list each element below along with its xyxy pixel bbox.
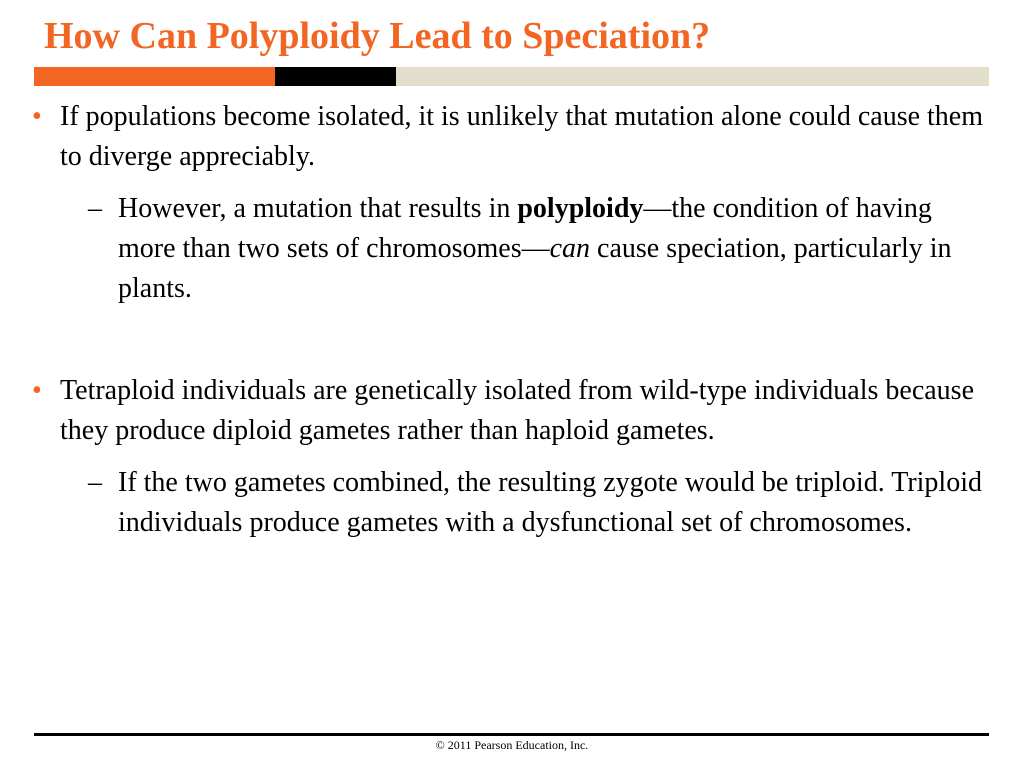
title-divider-bar <box>34 67 989 86</box>
sub-bullet-text-mid: —the condition of having more than two sets of chromosomes— <box>118 193 932 264</box>
bullet-item <box>30 371 990 451</box>
sub-bullet-item <box>30 189 990 309</box>
bullet-text: If populations become isolated, it is unlikely that mutation alone could cause them to diverge appreciably. <box>60 101 984 172</box>
footer-divider <box>34 733 989 736</box>
sub-bullet-bold-term: polyploidy <box>517 193 644 224</box>
sub-bullet-item <box>30 463 990 543</box>
bullet-marker: • <box>32 101 42 132</box>
sub-bullet-text: If the two gametes combined, the resulting zygote would be triploid. Triploid individuals produce gametes with a dysfunctional set of chromosomes. <box>118 467 982 538</box>
slide-title: How Can Polyploidy Lead to Speciation? <box>44 15 711 57</box>
title-bar-orange-segment <box>34 67 275 86</box>
sub-bullet-text-post: cause speciation, particularly in plants. <box>118 233 952 304</box>
sub-bullet-marker: – <box>88 193 102 224</box>
sub-bullet-italic-term: can <box>549 233 591 264</box>
title-bar-tan-segment <box>396 67 989 86</box>
sub-bullet-text-pre: However, a mutation that results in <box>118 193 518 224</box>
title-bar-black-segment <box>275 67 396 86</box>
sub-bullet-marker: – <box>88 467 102 498</box>
bullet-item <box>30 97 990 177</box>
copyright-footer: © 2011 Pearson Education, Inc. <box>435 738 589 752</box>
bullet-text: Tetraploid individuals are genetically isolated from wild-type individuals because they produce diploid gametes rather than haploid gametes. <box>60 375 974 446</box>
bullet-marker: • <box>32 375 42 406</box>
slide-body <box>30 97 990 543</box>
